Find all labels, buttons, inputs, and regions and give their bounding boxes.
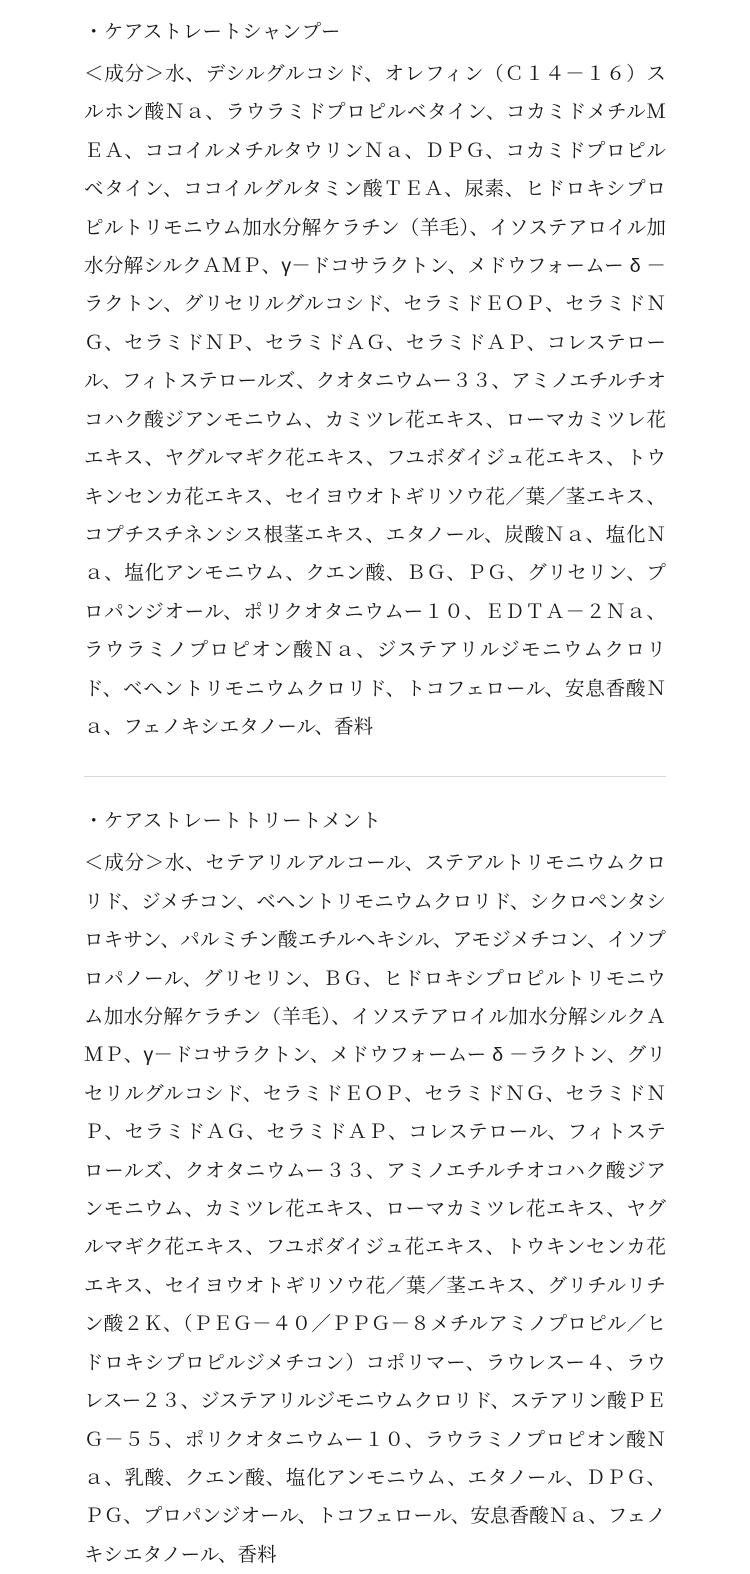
section-divider	[84, 776, 666, 777]
product-section-treatment	[84, 803, 666, 1574]
ingredients-list-shampoo: ＜成分＞水、デシルグルコシド、オレフィン（Ｃ１４－１６）スルホン酸Ｎａ、ラウラミドプロピルベタイン、コカミドメチルＭＥＡ、ココイルメチルタウリンＮａ、ＤＰＧ、コカミドプロピルベタイン、ココイルグルタミン酸ＴＥＡ、尿素、ヒドロキシプロピルトリモニウム加水分解ケラチン（羊毛）、イソステアロイル加水分解シルクＡＭＰ、γ－ドコサラクトン、メドウフォームー δ －ラクトン、グリセリルグルコシド、セラミドＥＯＰ、セラミドＮＧ、セラミドＮＰ、セラミドＡＧ、セラミドＡＰ、コレステロール、フィトステロールズ、クオタニウムー３３、アミノエチルチオコハク酸ジアンモニウム、カミツレ花エキス、ローマカミツレ花エキス、ヤグルマギク花エキス、フユボダイジュ花エキス、トウキンセンカ花エキス、セイヨウオトギリソウ花／葉／茎エキス、コプチスチネンシス根茎エキス、エタノール、炭酸Ｎａ、塩化Ｎａ、塩化アンモニウム、クエン酸、ＢＧ、ＰＧ、グリセリン、プロパンジオール、ポリクオタニウムー１０、ＥＤＴＡ－２Ｎａ、ラウラミノプロピオン酸Ｎａ、ジステアリルジモニウムクロリド、ベヘントリモニウムクロリド、トコフェロール、安息香酸Ｎａ、フェノキシエタノール、香料	[84, 63, 666, 738]
product-title-treatment: ・ケアストレートトリートメント	[84, 810, 382, 833]
product-section-shampoo	[84, 14, 666, 746]
ingredients-list-treatment: ＜成分＞水、セテアリルアルコール、ステアルトリモニウムクロリド、ジメチコン、ベヘントリモニウムクロリド、シクロペンタシロキサン、パルミチン酸エチルヘキシル、アモジメチコン、イソプロパノール、グリセリン、ＢＧ、ヒドロキシプロピルトリモニウム加水分解ケラチン（羊毛）、イソステアロイル加水分解シルクＡＭＰ、γ－ドコサラクトン、メドウフォームー δ －ラクトン、グリセリルグルコシド、セラミドＥＯＰ、セラミドＮＧ、セラミドＮＰ、セラミドＡＧ、セラミドＡＰ、コレステロール、フィトステロールズ、クオタニウムー３３、アミノエチルチオコハク酸ジアンモニウム、カミツレ花エキス、ローマカミツレ花エキス、ヤグルマギク花エキス、フユボダイジュ花エキス、トウキンセンカ花エキス、セイヨウオトギリソウ花／葉／茎エキス、グリチルリチン酸２Ｋ、（ＰＥＧ－４０／ＰＰＧ－８メチルアミノプロピル／ヒドロキシプロピルジメチコン）コポリマー、ラウレスー４、ラウレスー２３、ジステアリルジモニウムクロリド、ステアリン酸ＰＥＧ－５５、ポリクオタニウムー１０、ラウラミノプロピオン酸Ｎａ、乳酸、クエン酸、塩化アンモニウム、エタノール、ＤＰＧ、ＰＧ、プロパンジオール、トコフェロール、安息香酸Ｎａ、フェノキシエタノール、香料	[84, 852, 666, 1566]
product-title-shampoo: ・ケアストレートシャンプー	[84, 21, 341, 43]
